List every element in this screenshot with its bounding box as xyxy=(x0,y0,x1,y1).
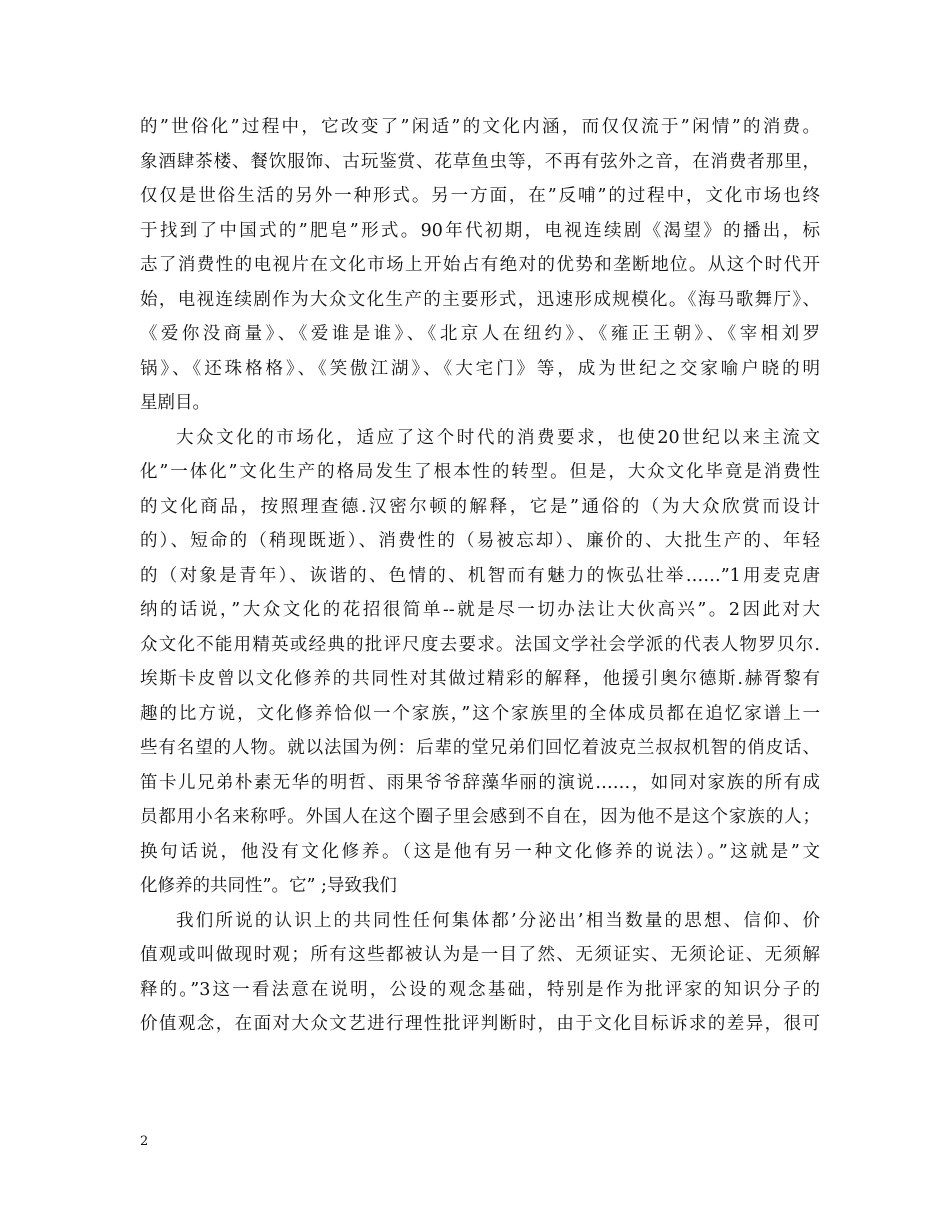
text-line: 《爱你没商量》、《爱谁是谁》、《北京人在纽约》、《雍正王朝》、《宰相刘罗 xyxy=(140,324,820,344)
text-line: 仅仅是世俗生活的另外一种形式。另一方面，在”反哺”的过程中，文化市场也终 xyxy=(140,186,820,206)
text-line: 释的。”3这一看法意在说明，公设的观念基础，特别是作为批评家的知识分子的 xyxy=(140,979,820,1000)
text-line: 始，电视连续剧作为大众文化生产的主要形式，迅速形成规模化。《海马歌舞厅》、 xyxy=(140,289,820,310)
text-line: 的文化商品，按照理查德.汉密尔顿的解释，它是”通俗的（为大众欣赏而设计 xyxy=(140,496,820,517)
text-line: 员都用小名来称呼。外国人在这个圈子里会感到不自在，因为他不是这个家族的人； xyxy=(140,807,820,827)
text-line: 纳的话说，”大众文化的花招很简单--就是尽一切办法让大伙高兴”。2因此对大 xyxy=(140,600,820,620)
text-line: 价值观念，在面对大众文艺进行理性批评判断时，由于文化目标诉求的差异，很可 xyxy=(140,1014,820,1034)
text-line: 笛卡儿兄弟朴素无华的明哲、雨果爷爷辞藻华丽的演说……，如同对家族的所有成 xyxy=(140,772,820,793)
body-text xyxy=(140,110,820,1042)
text-line: 化”一体化”文化生产的格局发生了根本性的转型。但是，大众文化毕竟是消费性 xyxy=(140,462,820,482)
page-number: 2 xyxy=(140,1134,149,1149)
text-line: 些有名望的人物。就以法国为例：后辈的堂兄弟们回忆着波克兰叔叔机智的俏皮话、 xyxy=(140,738,820,758)
text-line: 化修养的共同性”。它” ;导致我们 xyxy=(140,876,397,896)
text-line: 星剧目。 xyxy=(140,393,210,413)
text-line: 我们所说的认识上的共同性任何集体都’分泌出’相当数量的思想、信仰、价 xyxy=(176,910,820,931)
text-line: 于找到了中国式的”肥皂”形式。90年代初期，电视连续剧《渴望》的播出，标 xyxy=(140,220,820,241)
text-line: 埃斯卡皮曾以文化修养的共同性对其做过精彩的解释，他援引奥尔德斯.赫胥黎有 xyxy=(140,669,820,689)
text-line: 众文化不能用精英或经典的批评尺度去要求。法国文学社会学派的代表人物罗贝尔. xyxy=(140,634,820,655)
text-line: 大众文化的市场化，适应了这个时代的消费要求，也使20世纪以来主流文 xyxy=(176,427,820,448)
text-line: 象酒肆茶楼、餐饮服饰、古玩鉴赏、花草鱼虫等，不再有弦外之音，在消费者那里， xyxy=(140,151,820,172)
text-line: 的”世俗化”过程中，它改变了”闲适”的文化内涵，而仅仅流于”闲情”的消费。 xyxy=(140,117,820,137)
text-line: 的（对象是青年）、诙谐的、色情的、机智而有魅力的恢弘壮举……”1用麦克唐 xyxy=(140,565,820,586)
text-line: 的）、短命的（稍现既逝）、消费性的（易被忘却）、廉价的、大批生产的、年轻 xyxy=(140,531,820,551)
text-line: 志了消费性的电视片在文化市场上开始占有绝对的优势和垄断地位。从这个时代开 xyxy=(140,255,820,275)
text-line: 锅》、《还珠格格》、《笑傲江湖》、《大宅门》等，成为世纪之交家喻户晓的明 xyxy=(140,358,820,379)
text-line: 值观或叫做现时观；所有这些都被认为是一目了然、无须证实、无须论证、无须解 xyxy=(140,945,820,965)
text-line: 换句话说，他没有文化修养。（这是他有另一种文化修养的说法）。”这就是”文 xyxy=(140,841,820,862)
text-line: 趣的比方说，文化修养恰似一个家族，”这个家族里的全体成员都在追忆家谱上一 xyxy=(140,703,820,724)
